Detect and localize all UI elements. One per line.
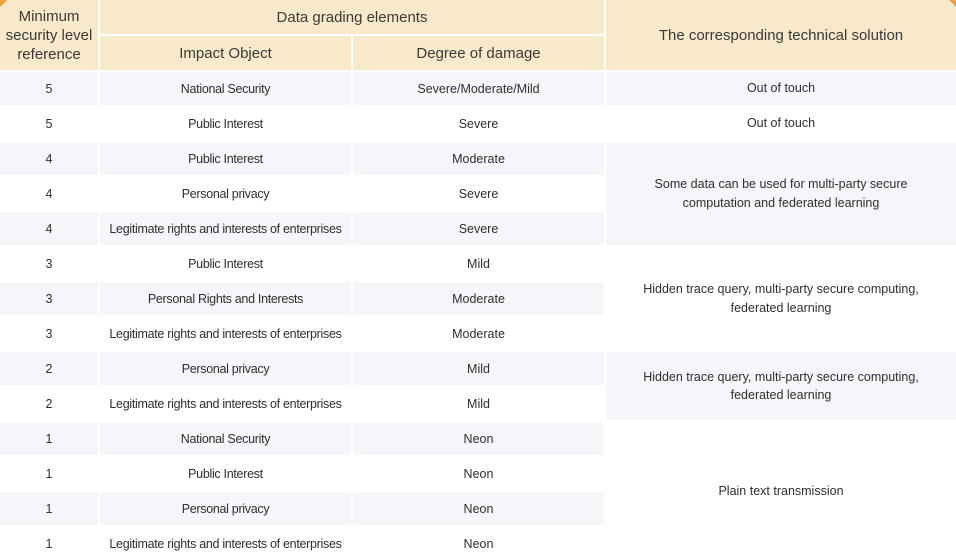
technical-solution-cell: Hidden trace query, multi-party secure computing, federated learning: [606, 352, 956, 420]
level-cell: 4: [45, 186, 53, 201]
technical-solution-cell: Plain text transmission: [718, 483, 844, 498]
level-cell: 5: [0, 72, 98, 105]
technical-solution-cell: Out of touch: [746, 116, 816, 131]
impact-object-cell: Legitimate rights and interests of enterprises: [109, 326, 342, 341]
impact-object-cell: Personal Rights and Interests: [100, 282, 351, 315]
technical-solution-cell: Some data can be used for multi-party secure computation and federated learning: [606, 142, 956, 245]
degree-of-damage-cell: Neon: [463, 536, 494, 551]
technical-solution-cell: Out of touch: [606, 72, 956, 105]
header-degree-of-damage: Degree of damage: [353, 36, 604, 70]
degree-of-damage-cell: Neon: [463, 466, 494, 481]
level-cell: 1: [0, 422, 98, 455]
impact-object-cell: Public Interest: [100, 142, 351, 175]
level-cell: 3: [0, 282, 98, 315]
impact-object-cell: Legitimate rights and interests of enterprises: [109, 396, 342, 411]
technical-solution-cell: Hidden trace query, multi-party secure computing, federated learning: [643, 282, 919, 315]
header-technical-solution: The corresponding technical solution: [606, 0, 956, 70]
level-cell: 3: [45, 326, 53, 341]
level-cell: 1: [45, 536, 53, 551]
degree-of-damage-cell: Severe: [458, 186, 499, 201]
degree-of-damage-cell: Severe/Moderate/Mild: [353, 72, 604, 105]
level-cell: 4: [0, 212, 98, 245]
degree-of-damage-cell: Mild: [467, 396, 490, 411]
impact-object-cell: National Security: [100, 422, 351, 455]
degree-of-damage-cell: Moderate: [452, 326, 505, 341]
impact-object-cell: National Security: [100, 72, 351, 105]
degree-of-damage-cell: Neon: [353, 492, 604, 525]
level-cell: 4: [0, 142, 98, 175]
degree-of-damage-cell: Moderate: [353, 282, 604, 315]
level-cell: 2: [45, 396, 53, 411]
impact-object-cell: Public Interest: [188, 466, 263, 481]
degree-of-damage-cell: Mild: [467, 256, 490, 271]
impact-object-cell: Public Interest: [188, 116, 263, 131]
level-cell: 1: [0, 492, 98, 525]
header-impact-object: Impact Object: [100, 36, 351, 70]
degree-of-damage-cell: Neon: [353, 422, 604, 455]
level-cell: 1: [45, 466, 53, 481]
level-cell: 5: [45, 116, 53, 131]
degree-of-damage-cell: Severe: [458, 116, 499, 131]
impact-object-cell: Public Interest: [188, 256, 263, 271]
impact-object-cell: Legitimate rights and interests of enterprises: [109, 536, 342, 551]
header-data-grading-elements: Data grading elements: [100, 0, 604, 34]
level-cell: 2: [0, 352, 98, 385]
corner-triangle-top-left-icon: [0, 0, 7, 7]
degree-of-damage-cell: Moderate: [353, 142, 604, 175]
impact-object-cell: Personal privacy: [100, 492, 351, 525]
level-cell: 3: [45, 256, 53, 271]
impact-object-cell: Legitimate rights and interests of enterprises: [100, 212, 351, 245]
corner-triangle-top-right-icon: [949, 0, 956, 7]
degree-of-damage-cell: Mild: [353, 352, 604, 385]
impact-object-cell: Personal privacy: [100, 352, 351, 385]
degree-of-damage-cell: Severe: [353, 212, 604, 245]
header-min-security-level: Minimum security level reference: [0, 0, 98, 70]
impact-object-cell: Personal privacy: [181, 186, 270, 201]
